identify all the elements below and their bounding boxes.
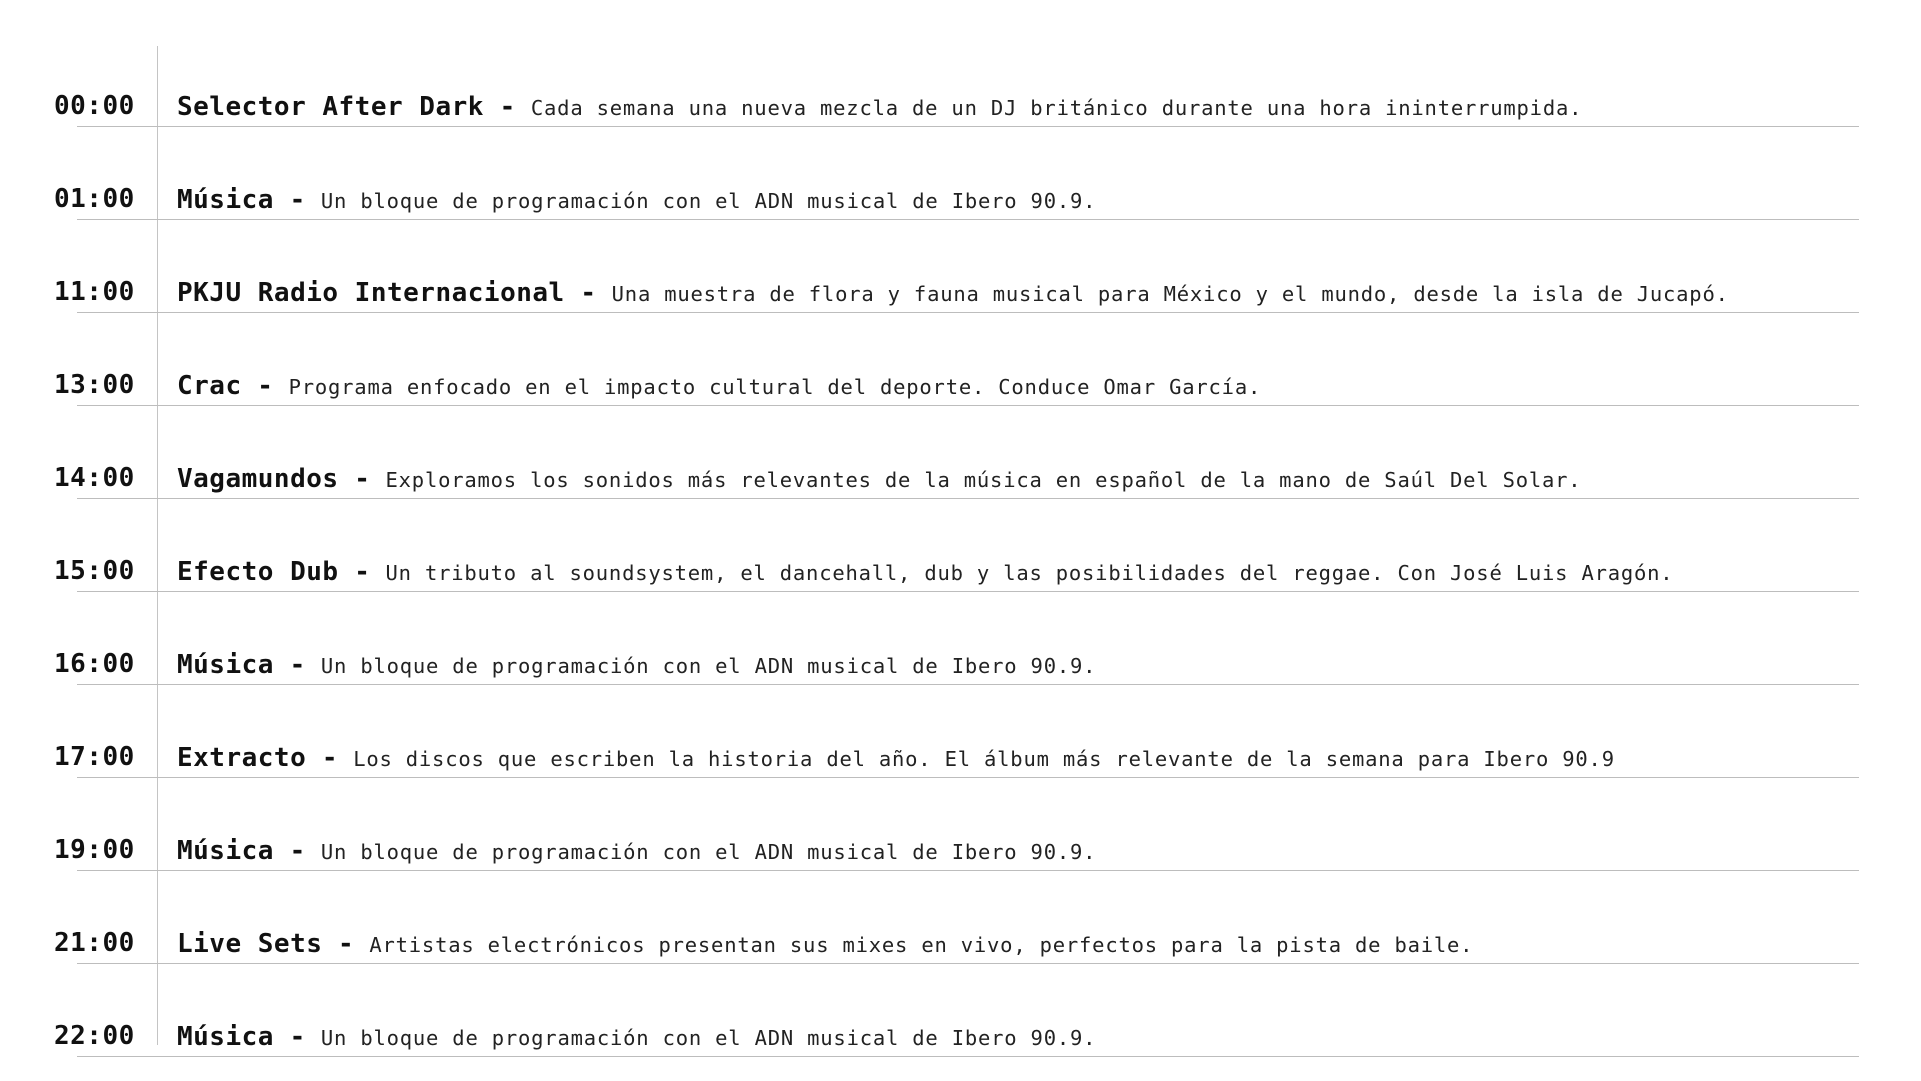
row-divider [77, 1056, 1859, 1057]
program-description: Artistas electrónicos presentan sus mixes en vivo, perfectos para la pista de baile. [369, 933, 1474, 957]
title-separator: - [306, 743, 354, 773]
program-entry [177, 278, 1729, 311]
title-separator: - [322, 929, 370, 959]
schedule-row [0, 964, 1921, 1057]
program-title: Vagamundos [177, 464, 339, 494]
program-entry [177, 185, 1096, 218]
time-slot: 17:00 [54, 742, 135, 772]
program-description: Un bloque de programación con el ADN musical de Ibero 90.9. [320, 1026, 1097, 1050]
schedule-row [0, 499, 1921, 592]
title-separator: - [273, 1022, 321, 1052]
program-title: Música [177, 185, 274, 215]
time-slot: 11:00 [54, 277, 135, 307]
program-description: Programa enfocado en el impacto cultural del deporte. Conduce Omar García. [288, 375, 1262, 399]
program-entry [177, 929, 1473, 962]
program-title: PKJU Radio Internacional [177, 278, 565, 308]
program-description: Una muestra de flora y fauna musical para México y el mundo, desde la isla de Jucapó. [611, 282, 1729, 306]
time-slot: 15:00 [54, 556, 135, 586]
schedule-row [0, 127, 1921, 220]
time-slot: 19:00 [54, 835, 135, 865]
title-separator: - [273, 836, 321, 866]
program-title: Extracto [177, 743, 307, 773]
program-description: Un tributo al soundsystem, el dancehall, dub y las posibilidades del reggae. Con José Luis Aragón. [385, 561, 1674, 585]
time-slot: 14:00 [54, 463, 135, 493]
schedule-row [0, 34, 1921, 127]
schedule-row [0, 685, 1921, 778]
program-title: Crac [177, 371, 242, 401]
time-slot: 01:00 [54, 184, 135, 214]
title-separator: - [241, 371, 289, 401]
program-title: Efecto Dub [177, 557, 339, 587]
schedule-row [0, 778, 1921, 871]
title-separator: - [564, 278, 612, 308]
title-separator: - [338, 557, 386, 587]
program-title: Música [177, 836, 274, 866]
program-entry [177, 92, 1582, 125]
program-entry [177, 371, 1261, 404]
time-slot: 22:00 [54, 1021, 135, 1051]
program-title: Música [177, 650, 274, 680]
title-separator: - [273, 185, 321, 215]
program-title: Live Sets [177, 929, 323, 959]
title-separator: - [273, 650, 321, 680]
schedule-row [0, 220, 1921, 313]
time-slot: 00:00 [54, 91, 135, 121]
title-separator: - [338, 464, 386, 494]
program-description: Los discos que escriben la historia del año. El álbum más relevante de la semana para Ibero 90.9 [353, 747, 1615, 771]
program-entry [177, 743, 1615, 776]
time-slot: 21:00 [54, 928, 135, 958]
time-slot: 16:00 [54, 649, 135, 679]
schedule-row [0, 313, 1921, 406]
schedule-row [0, 406, 1921, 499]
program-description: Un bloque de programación con el ADN musical de Ibero 90.9. [320, 840, 1097, 864]
time-slot: 13:00 [54, 370, 135, 400]
program-entry [177, 557, 1673, 590]
program-entry [177, 650, 1096, 683]
program-description: Cada semana una nueva mezcla de un DJ británico durante una hora ininterrumpida. [530, 96, 1583, 120]
program-description: Un bloque de programación con el ADN musical de Ibero 90.9. [320, 654, 1097, 678]
schedule-row [0, 592, 1921, 685]
program-description: Un bloque de programación con el ADN musical de Ibero 90.9. [320, 189, 1097, 213]
program-entry [177, 1022, 1096, 1055]
program-title: Selector After Dark [177, 92, 484, 122]
schedule-row [0, 871, 1921, 964]
program-title: Música [177, 1022, 274, 1052]
program-description: Exploramos los sonidos más relevantes de la música en español de la mano de Saúl Del Solar. [385, 468, 1582, 492]
program-entry [177, 464, 1581, 497]
title-separator: - [483, 92, 531, 122]
program-entry [177, 836, 1096, 869]
